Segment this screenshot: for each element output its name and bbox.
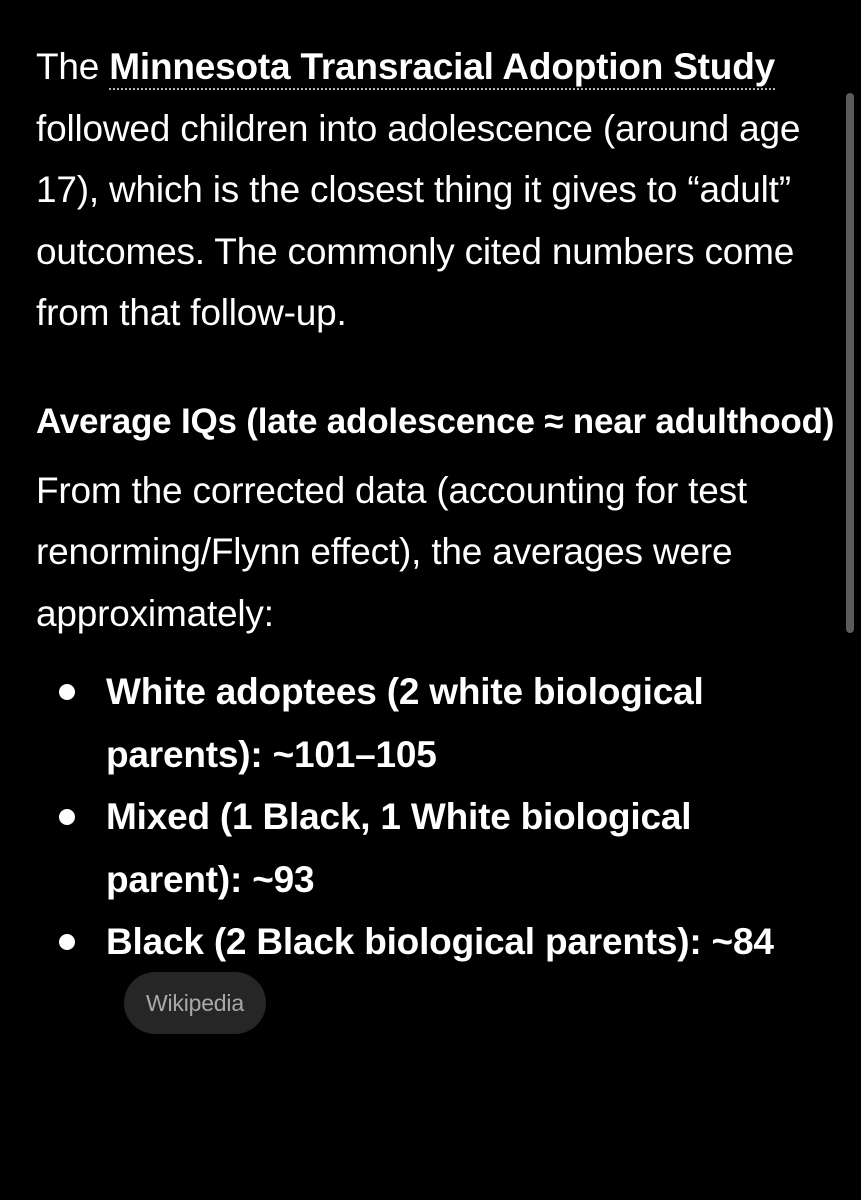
list-item	[36, 911, 836, 1038]
bullet-icon	[59, 934, 75, 950]
bullet-text: White adoptees (2 white biological parents): ~101–105	[106, 671, 704, 775]
source-citation-pill[interactable]: Wikipedia	[124, 972, 266, 1034]
iq-list	[36, 661, 836, 1038]
message-content	[36, 36, 836, 1038]
intro-prefix: The	[36, 46, 110, 87]
section-heading: Average IQs (late adolescence ≈ near adulthood)	[36, 401, 835, 441]
intro-suffix: followed children into adolescence (around age 17), which is the closest thing it gives to “adult” outcomes. The commonly cited numbers come from that follow-up.	[36, 107, 801, 333]
list-item	[36, 786, 836, 911]
bullet-icon	[59, 684, 75, 700]
bullet-icon	[59, 809, 75, 825]
list-item	[36, 661, 836, 786]
section-body: From the corrected data (accounting for test renorming/Flynn effect), the averages were approximately:	[36, 469, 747, 634]
intro-paragraph	[36, 36, 836, 344]
bullet-text: Mixed (1 Black, 1 White biological parent): ~93	[106, 796, 692, 900]
study-link[interactable]: Minnesota Transracial Adoption Study	[109, 46, 775, 87]
scrollbar[interactable]	[846, 93, 854, 633]
bullet-text: Black (2 Black biological parents): ~84	[106, 921, 774, 962]
